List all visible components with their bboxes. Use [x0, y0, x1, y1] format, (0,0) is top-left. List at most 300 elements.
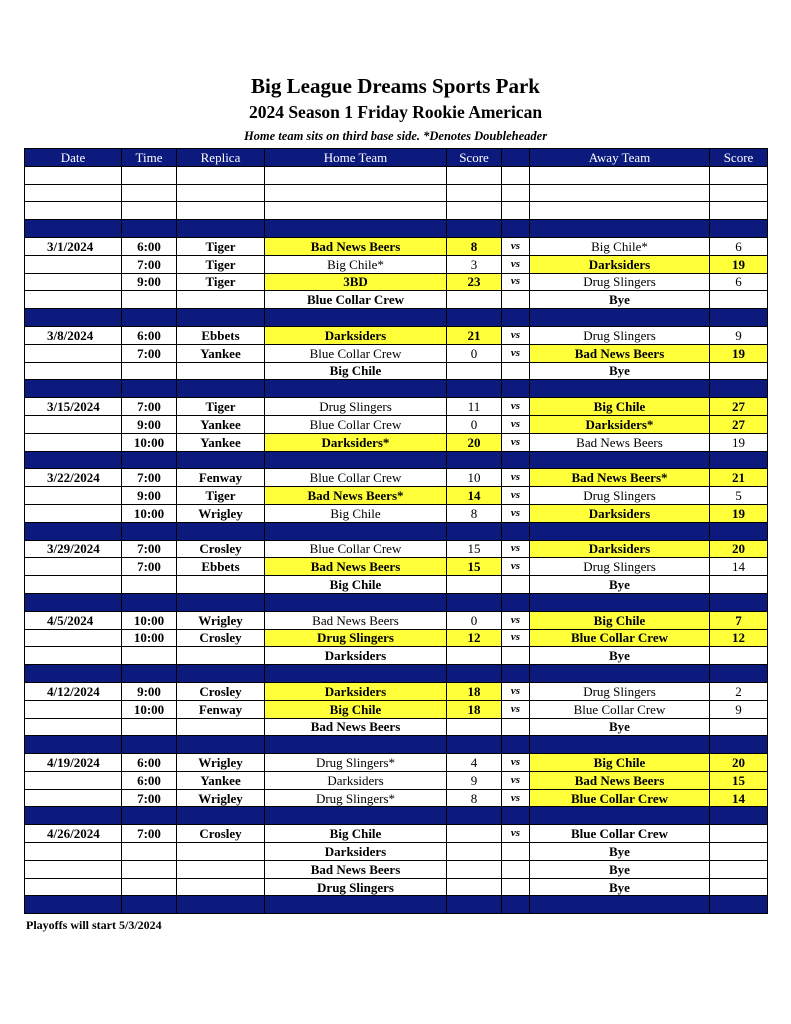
vs-cell: vs — [502, 540, 530, 558]
separator-cell — [502, 220, 530, 238]
separator-cell — [502, 896, 530, 914]
separator-cell — [502, 522, 530, 540]
home-team-cell: Bad News Beers* — [265, 487, 447, 505]
separator-cell — [265, 807, 447, 825]
time-cell — [122, 576, 177, 594]
col-home-score-header: Score — [447, 149, 502, 167]
date-cell — [25, 504, 122, 522]
blank-cell — [265, 202, 447, 220]
replica-cell — [177, 362, 265, 380]
separator-cell — [447, 309, 502, 327]
table-row — [25, 718, 768, 736]
header-note: Home team sits on third base side. *Denotes Doubleheader — [243, 129, 548, 143]
away-score-cell: 21 — [710, 469, 768, 487]
blank-row — [25, 166, 768, 184]
blank-cell — [530, 184, 710, 202]
separator-cell — [25, 522, 122, 540]
away-team-cell: Bad News Beers — [530, 771, 710, 789]
home-team-cell: Big Chile* — [265, 255, 447, 273]
blank-cell — [530, 202, 710, 220]
home-team-cell: Blue Collar Crew — [265, 540, 447, 558]
vs-cell: vs — [502, 825, 530, 843]
separator-cell — [122, 593, 177, 611]
vs-cell: vs — [502, 255, 530, 273]
away-team-cell: Drug Slingers — [530, 487, 710, 505]
vs-cell: vs — [502, 558, 530, 576]
replica-cell: Tiger — [177, 273, 265, 291]
footer-note: Playoffs will start 5/3/2024 — [26, 918, 162, 932]
home-score-cell: 0 — [447, 344, 502, 362]
away-team-cell: Darksiders — [530, 255, 710, 273]
away-score-cell — [710, 878, 768, 896]
blank-cell — [265, 166, 447, 184]
vs-cell — [502, 647, 530, 665]
date-cell — [25, 647, 122, 665]
separator-cell — [25, 220, 122, 238]
time-cell: 10:00 — [122, 700, 177, 718]
vs-cell: vs — [502, 754, 530, 772]
replica-cell: Yankee — [177, 344, 265, 362]
separator-cell — [502, 451, 530, 469]
home-score-cell: 8 — [447, 789, 502, 807]
home-team-cell: Big Chile — [265, 700, 447, 718]
time-cell: 6:00 — [122, 326, 177, 344]
home-score-cell: 4 — [447, 754, 502, 772]
time-cell: 7:00 — [122, 469, 177, 487]
table-row — [25, 611, 768, 629]
separator-cell — [502, 380, 530, 398]
separator-row — [25, 451, 768, 469]
home-score-cell — [447, 843, 502, 861]
time-cell: 7:00 — [122, 825, 177, 843]
date-cell: 4/19/2024 — [25, 754, 122, 772]
home-score-cell: 12 — [447, 629, 502, 647]
separator-cell — [530, 807, 710, 825]
separator-cell — [502, 736, 530, 754]
separator-cell — [447, 593, 502, 611]
date-cell — [25, 344, 122, 362]
date-cell: 3/8/2024 — [25, 326, 122, 344]
separator-cell — [25, 736, 122, 754]
away-team-cell: Big Chile* — [530, 237, 710, 255]
page-title: Big League Dreams Sports Park — [251, 74, 540, 98]
home-team-cell: Bad News Beers — [265, 860, 447, 878]
separator-cell — [447, 896, 502, 914]
date-cell: 4/5/2024 — [25, 611, 122, 629]
home-team-cell: Drug Slingers — [265, 629, 447, 647]
away-team-cell: Bye — [530, 878, 710, 896]
separator-cell — [710, 309, 768, 327]
separator-cell — [265, 522, 447, 540]
separator-cell — [502, 309, 530, 327]
away-team-cell: Big Chile — [530, 611, 710, 629]
date-cell: 3/29/2024 — [25, 540, 122, 558]
replica-cell: Tiger — [177, 398, 265, 416]
home-score-cell: 15 — [447, 558, 502, 576]
date-cell: 3/1/2024 — [25, 237, 122, 255]
separator-cell — [710, 896, 768, 914]
replica-cell — [177, 647, 265, 665]
home-score-cell: 15 — [447, 540, 502, 558]
time-cell: 7:00 — [122, 540, 177, 558]
time-cell: 9:00 — [122, 682, 177, 700]
away-score-cell: 15 — [710, 771, 768, 789]
table-row — [25, 344, 768, 362]
blank-cell — [122, 202, 177, 220]
separator-cell — [122, 220, 177, 238]
away-score-cell — [710, 825, 768, 843]
blank-cell — [502, 184, 530, 202]
blank-row — [25, 202, 768, 220]
date-cell — [25, 629, 122, 647]
table-row — [25, 415, 768, 433]
home-score-cell: 11 — [447, 398, 502, 416]
blank-cell — [447, 184, 502, 202]
home-score-cell — [447, 878, 502, 896]
vs-cell — [502, 718, 530, 736]
separator-cell — [447, 380, 502, 398]
time-cell: 6:00 — [122, 771, 177, 789]
vs-cell — [502, 576, 530, 594]
home-score-cell — [447, 362, 502, 380]
replica-cell: Ebbets — [177, 326, 265, 344]
replica-cell: Crosley — [177, 825, 265, 843]
home-score-cell: 0 — [447, 415, 502, 433]
vs-cell: vs — [502, 326, 530, 344]
time-cell — [122, 362, 177, 380]
away-score-cell: 14 — [710, 558, 768, 576]
home-team-cell: Darksiders — [265, 647, 447, 665]
date-cell: 4/26/2024 — [25, 825, 122, 843]
away-score-cell: 7 — [710, 611, 768, 629]
separator-cell — [530, 593, 710, 611]
replica-cell — [177, 718, 265, 736]
date-cell — [25, 255, 122, 273]
away-team-cell: Drug Slingers — [530, 273, 710, 291]
away-team-cell: Drug Slingers — [530, 682, 710, 700]
blank-cell — [710, 202, 768, 220]
home-score-cell: 18 — [447, 700, 502, 718]
separator-row — [25, 665, 768, 683]
replica-cell: Crosley — [177, 540, 265, 558]
separator-cell — [265, 380, 447, 398]
table-row — [25, 291, 768, 309]
separator-cell — [710, 736, 768, 754]
date-cell — [25, 843, 122, 861]
away-score-cell — [710, 362, 768, 380]
away-score-cell: 2 — [710, 682, 768, 700]
table-row — [25, 825, 768, 843]
replica-cell: Crosley — [177, 629, 265, 647]
away-score-cell: 5 — [710, 487, 768, 505]
date-cell — [25, 487, 122, 505]
away-score-cell: 9 — [710, 326, 768, 344]
separator-cell — [530, 380, 710, 398]
away-score-cell — [710, 860, 768, 878]
home-score-cell: 8 — [447, 504, 502, 522]
separator-cell — [502, 807, 530, 825]
replica-cell: Tiger — [177, 237, 265, 255]
vs-cell: vs — [502, 237, 530, 255]
date-cell — [25, 273, 122, 291]
table-row — [25, 469, 768, 487]
vs-cell — [502, 291, 530, 309]
away-team-cell: Bye — [530, 576, 710, 594]
replica-cell: Wrigley — [177, 504, 265, 522]
separator-cell — [25, 593, 122, 611]
date-cell — [25, 362, 122, 380]
blank-cell — [177, 166, 265, 184]
vs-cell: vs — [502, 273, 530, 291]
home-team-cell: Big Chile — [265, 362, 447, 380]
table-row — [25, 700, 768, 718]
away-team-cell: Bye — [530, 647, 710, 665]
separator-cell — [710, 593, 768, 611]
vs-cell: vs — [502, 771, 530, 789]
separator-cell — [25, 807, 122, 825]
home-team-cell: Drug Slingers* — [265, 754, 447, 772]
col-away-score-header: Score — [710, 149, 768, 167]
separator-cell — [122, 522, 177, 540]
away-team-cell: Big Chile — [530, 398, 710, 416]
away-team-cell: Blue Collar Crew — [530, 700, 710, 718]
away-score-cell: 19 — [710, 504, 768, 522]
time-cell: 6:00 — [122, 237, 177, 255]
separator-cell — [447, 220, 502, 238]
separator-cell — [177, 309, 265, 327]
table-row — [25, 273, 768, 291]
home-team-cell: Big Chile — [265, 504, 447, 522]
vs-cell: vs — [502, 789, 530, 807]
separator-cell — [447, 736, 502, 754]
away-score-cell: 27 — [710, 415, 768, 433]
separator-cell — [502, 665, 530, 683]
time-cell — [122, 647, 177, 665]
date-cell — [25, 860, 122, 878]
separator-cell — [177, 736, 265, 754]
date-cell — [25, 771, 122, 789]
away-team-cell: Darksiders — [530, 540, 710, 558]
away-team-cell: Bad News Beers — [530, 433, 710, 451]
date-cell — [25, 700, 122, 718]
table-row — [25, 771, 768, 789]
separator-cell — [530, 896, 710, 914]
table-row — [25, 237, 768, 255]
separator-cell — [122, 807, 177, 825]
home-team-cell: Big Chile — [265, 576, 447, 594]
away-team-cell: Bye — [530, 291, 710, 309]
date-cell — [25, 433, 122, 451]
header-row — [25, 149, 768, 167]
home-score-cell: 20 — [447, 433, 502, 451]
vs-cell: vs — [502, 469, 530, 487]
away-score-cell: 20 — [710, 754, 768, 772]
separator-cell — [447, 451, 502, 469]
home-team-cell: Blue Collar Crew — [265, 415, 447, 433]
vs-cell: vs — [502, 344, 530, 362]
separator-row — [25, 807, 768, 825]
replica-cell: Tiger — [177, 487, 265, 505]
home-team-cell: Bad News Beers — [265, 237, 447, 255]
time-cell: 7:00 — [122, 344, 177, 362]
separator-row — [25, 736, 768, 754]
separator-cell — [25, 309, 122, 327]
separator-cell — [25, 896, 122, 914]
away-team-cell: Bad News Beers* — [530, 469, 710, 487]
table-row — [25, 558, 768, 576]
replica-cell — [177, 576, 265, 594]
table-row — [25, 487, 768, 505]
blank-cell — [710, 166, 768, 184]
table-row — [25, 629, 768, 647]
table-row — [25, 255, 768, 273]
away-score-cell: 19 — [710, 255, 768, 273]
table-row — [25, 647, 768, 665]
replica-cell: Wrigley — [177, 754, 265, 772]
date-cell — [25, 789, 122, 807]
table-row — [25, 878, 768, 896]
table-row — [25, 433, 768, 451]
separator-cell — [447, 522, 502, 540]
separator-cell — [265, 736, 447, 754]
home-score-cell — [447, 576, 502, 594]
time-cell: 10:00 — [122, 433, 177, 451]
separator-cell — [122, 309, 177, 327]
home-score-cell: 10 — [447, 469, 502, 487]
separator-cell — [122, 896, 177, 914]
home-score-cell: 0 — [447, 611, 502, 629]
away-team-cell: Bad News Beers — [530, 344, 710, 362]
separator-cell — [122, 665, 177, 683]
away-score-cell: 27 — [710, 398, 768, 416]
schedule-table — [24, 148, 768, 914]
replica-cell: Crosley — [177, 682, 265, 700]
away-score-cell — [710, 843, 768, 861]
away-score-cell: 20 — [710, 540, 768, 558]
separator-cell — [265, 896, 447, 914]
separator-cell — [265, 665, 447, 683]
away-score-cell — [710, 291, 768, 309]
replica-cell: Wrigley — [177, 611, 265, 629]
separator-row — [25, 309, 768, 327]
date-cell — [25, 415, 122, 433]
vs-cell: vs — [502, 415, 530, 433]
away-score-cell — [710, 718, 768, 736]
away-team-cell: Drug Slingers — [530, 326, 710, 344]
vs-cell: vs — [502, 682, 530, 700]
separator-cell — [177, 593, 265, 611]
home-score-cell — [447, 291, 502, 309]
separator-cell — [530, 309, 710, 327]
separator-cell — [710, 665, 768, 683]
separator-cell — [710, 451, 768, 469]
blank-cell — [122, 184, 177, 202]
col-vs-header — [502, 149, 530, 167]
time-cell: 7:00 — [122, 789, 177, 807]
blank-cell — [177, 202, 265, 220]
replica-cell: Wrigley — [177, 789, 265, 807]
separator-cell — [177, 665, 265, 683]
replica-cell — [177, 843, 265, 861]
time-cell: 10:00 — [122, 611, 177, 629]
blank-cell — [265, 184, 447, 202]
time-cell — [122, 843, 177, 861]
home-score-cell — [447, 647, 502, 665]
table-row — [25, 843, 768, 861]
home-team-cell: Darksiders — [265, 326, 447, 344]
home-team-cell: Darksiders — [265, 682, 447, 700]
separator-row — [25, 896, 768, 914]
separator-cell — [530, 665, 710, 683]
home-score-cell: 21 — [447, 326, 502, 344]
table-row — [25, 504, 768, 522]
away-team-cell: Blue Collar Crew — [530, 789, 710, 807]
home-team-cell: Blue Collar Crew — [265, 291, 447, 309]
separator-cell — [710, 807, 768, 825]
separator-cell — [530, 522, 710, 540]
away-score-cell: 9 — [710, 700, 768, 718]
vs-cell: vs — [502, 433, 530, 451]
home-team-cell: Drug Slingers — [265, 398, 447, 416]
vs-cell — [502, 362, 530, 380]
separator-row — [25, 593, 768, 611]
separator-row — [25, 522, 768, 540]
separator-cell — [710, 522, 768, 540]
home-team-cell: Drug Slingers* — [265, 789, 447, 807]
blank-row — [25, 184, 768, 202]
vs-cell — [502, 843, 530, 861]
away-score-cell: 6 — [710, 273, 768, 291]
replica-cell: Tiger — [177, 255, 265, 273]
replica-cell: Yankee — [177, 433, 265, 451]
away-team-cell: Darksiders — [530, 504, 710, 522]
time-cell: 7:00 — [122, 398, 177, 416]
table-row — [25, 576, 768, 594]
blank-cell — [710, 184, 768, 202]
separator-cell — [177, 896, 265, 914]
separator-cell — [122, 736, 177, 754]
separator-row — [25, 380, 768, 398]
date-cell: 3/15/2024 — [25, 398, 122, 416]
replica-cell: Yankee — [177, 415, 265, 433]
blank-cell — [502, 202, 530, 220]
vs-cell: vs — [502, 487, 530, 505]
blank-cell — [447, 202, 502, 220]
away-team-cell: Bye — [530, 860, 710, 878]
away-score-cell — [710, 647, 768, 665]
away-team-cell: Bye — [530, 362, 710, 380]
date-cell — [25, 576, 122, 594]
time-cell: 7:00 — [122, 255, 177, 273]
home-score-cell: 9 — [447, 771, 502, 789]
separator-cell — [25, 665, 122, 683]
replica-cell — [177, 291, 265, 309]
blank-cell — [25, 184, 122, 202]
vs-cell: vs — [502, 504, 530, 522]
replica-cell: Ebbets — [177, 558, 265, 576]
separator-cell — [177, 220, 265, 238]
away-score-cell: 6 — [710, 237, 768, 255]
table-row — [25, 540, 768, 558]
home-team-cell: Blue Collar Crew — [265, 469, 447, 487]
separator-cell — [122, 380, 177, 398]
away-score-cell: 19 — [710, 344, 768, 362]
time-cell: 10:00 — [122, 629, 177, 647]
vs-cell: vs — [502, 398, 530, 416]
home-score-cell — [447, 860, 502, 878]
col-home-team-header: Home Team — [265, 149, 447, 167]
separator-cell — [447, 665, 502, 683]
